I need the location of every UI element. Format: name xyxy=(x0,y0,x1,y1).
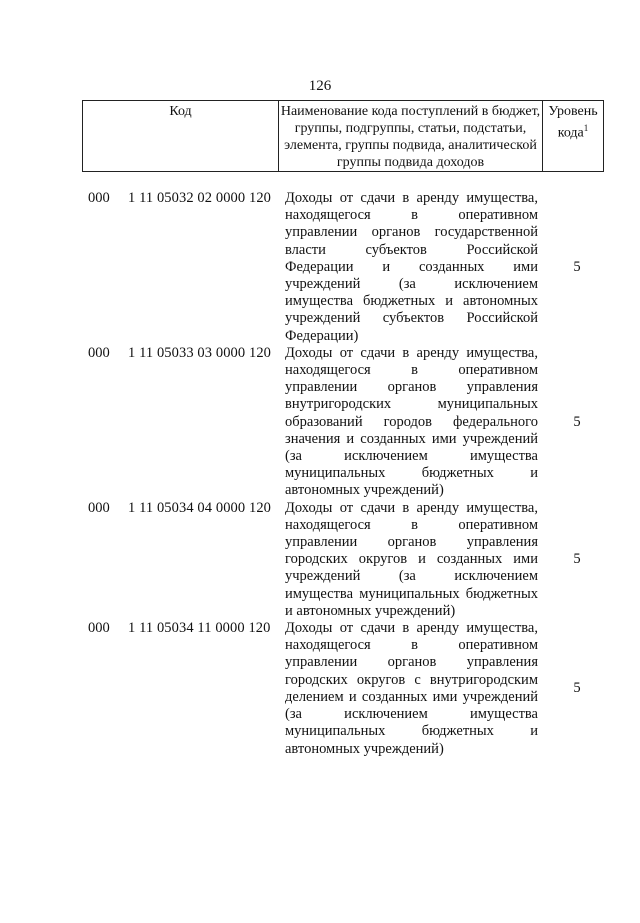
entry-prefix: 000 xyxy=(88,499,110,516)
entry-code: 1 11 05033 03 0000 120 xyxy=(128,344,272,361)
entry-prefix: 000 xyxy=(88,344,110,361)
entry-description: Доходы от сдачи в аренду имущества, находящегося в оперативном управлении органов управления внутригородских муниципальных образований городов федерального значения и созданных ими учреждений (за исключением имущества муниципальных бюджетных и автономных учреждений) xyxy=(285,344,538,499)
entry-description: Доходы от сдачи в аренду имущества, находящегося в оперативном управлении органов государственной власти субъектов Российской Федерации и созданных ими учреждений (за исключением имущества бюджетных и автономных учреждений субъектов Российской Федерации) xyxy=(285,190,538,344)
header-name: Наименование кода поступлений в бюджет, группы, подгруппы, статьи, подстатьи, элемента, группы подвида, аналитической группы подвида доходов xyxy=(279,101,543,171)
entry-level: 5 xyxy=(573,680,581,697)
entry-code: 1 11 05034 04 0000 120 xyxy=(128,499,272,516)
entry-code: 1 11 05034 11 0000 120 xyxy=(128,620,271,637)
entry-prefix: 000 xyxy=(88,620,110,637)
entry-level: 5 xyxy=(573,551,581,568)
table-row xyxy=(88,190,608,345)
entry-description: Доходы от сдачи в аренду имущества, находящегося в оперативном управлении органов управления городских округов с внутригородским делением и созданных ими учреждений (за исключением имущества муниципальных бюджетных и автономных учреждений) xyxy=(285,620,538,757)
entries-list xyxy=(88,190,608,758)
table-row xyxy=(88,620,608,758)
entry-level: 5 xyxy=(573,413,581,430)
header-level-footnote: 1 xyxy=(583,123,589,133)
table-header xyxy=(82,100,604,172)
table-row xyxy=(88,345,608,500)
header-level xyxy=(543,101,603,171)
table-row xyxy=(88,500,608,620)
header-code: Код xyxy=(83,101,279,171)
header-level-label: Уровень кода xyxy=(548,104,598,141)
page-number: 126 xyxy=(308,78,332,94)
entry-code: 1 11 05032 02 0000 120 xyxy=(128,190,272,206)
entry-description: Доходы от сдачи в аренду имущества, находящегося в оперативном управлении органов управления городских округов и созданных ими учреждений (за исключением имущества муниципальных бюджетных и автономных учреждений) xyxy=(285,499,538,619)
entry-level: 5 xyxy=(573,258,581,275)
entry-prefix: 000 xyxy=(88,190,110,206)
